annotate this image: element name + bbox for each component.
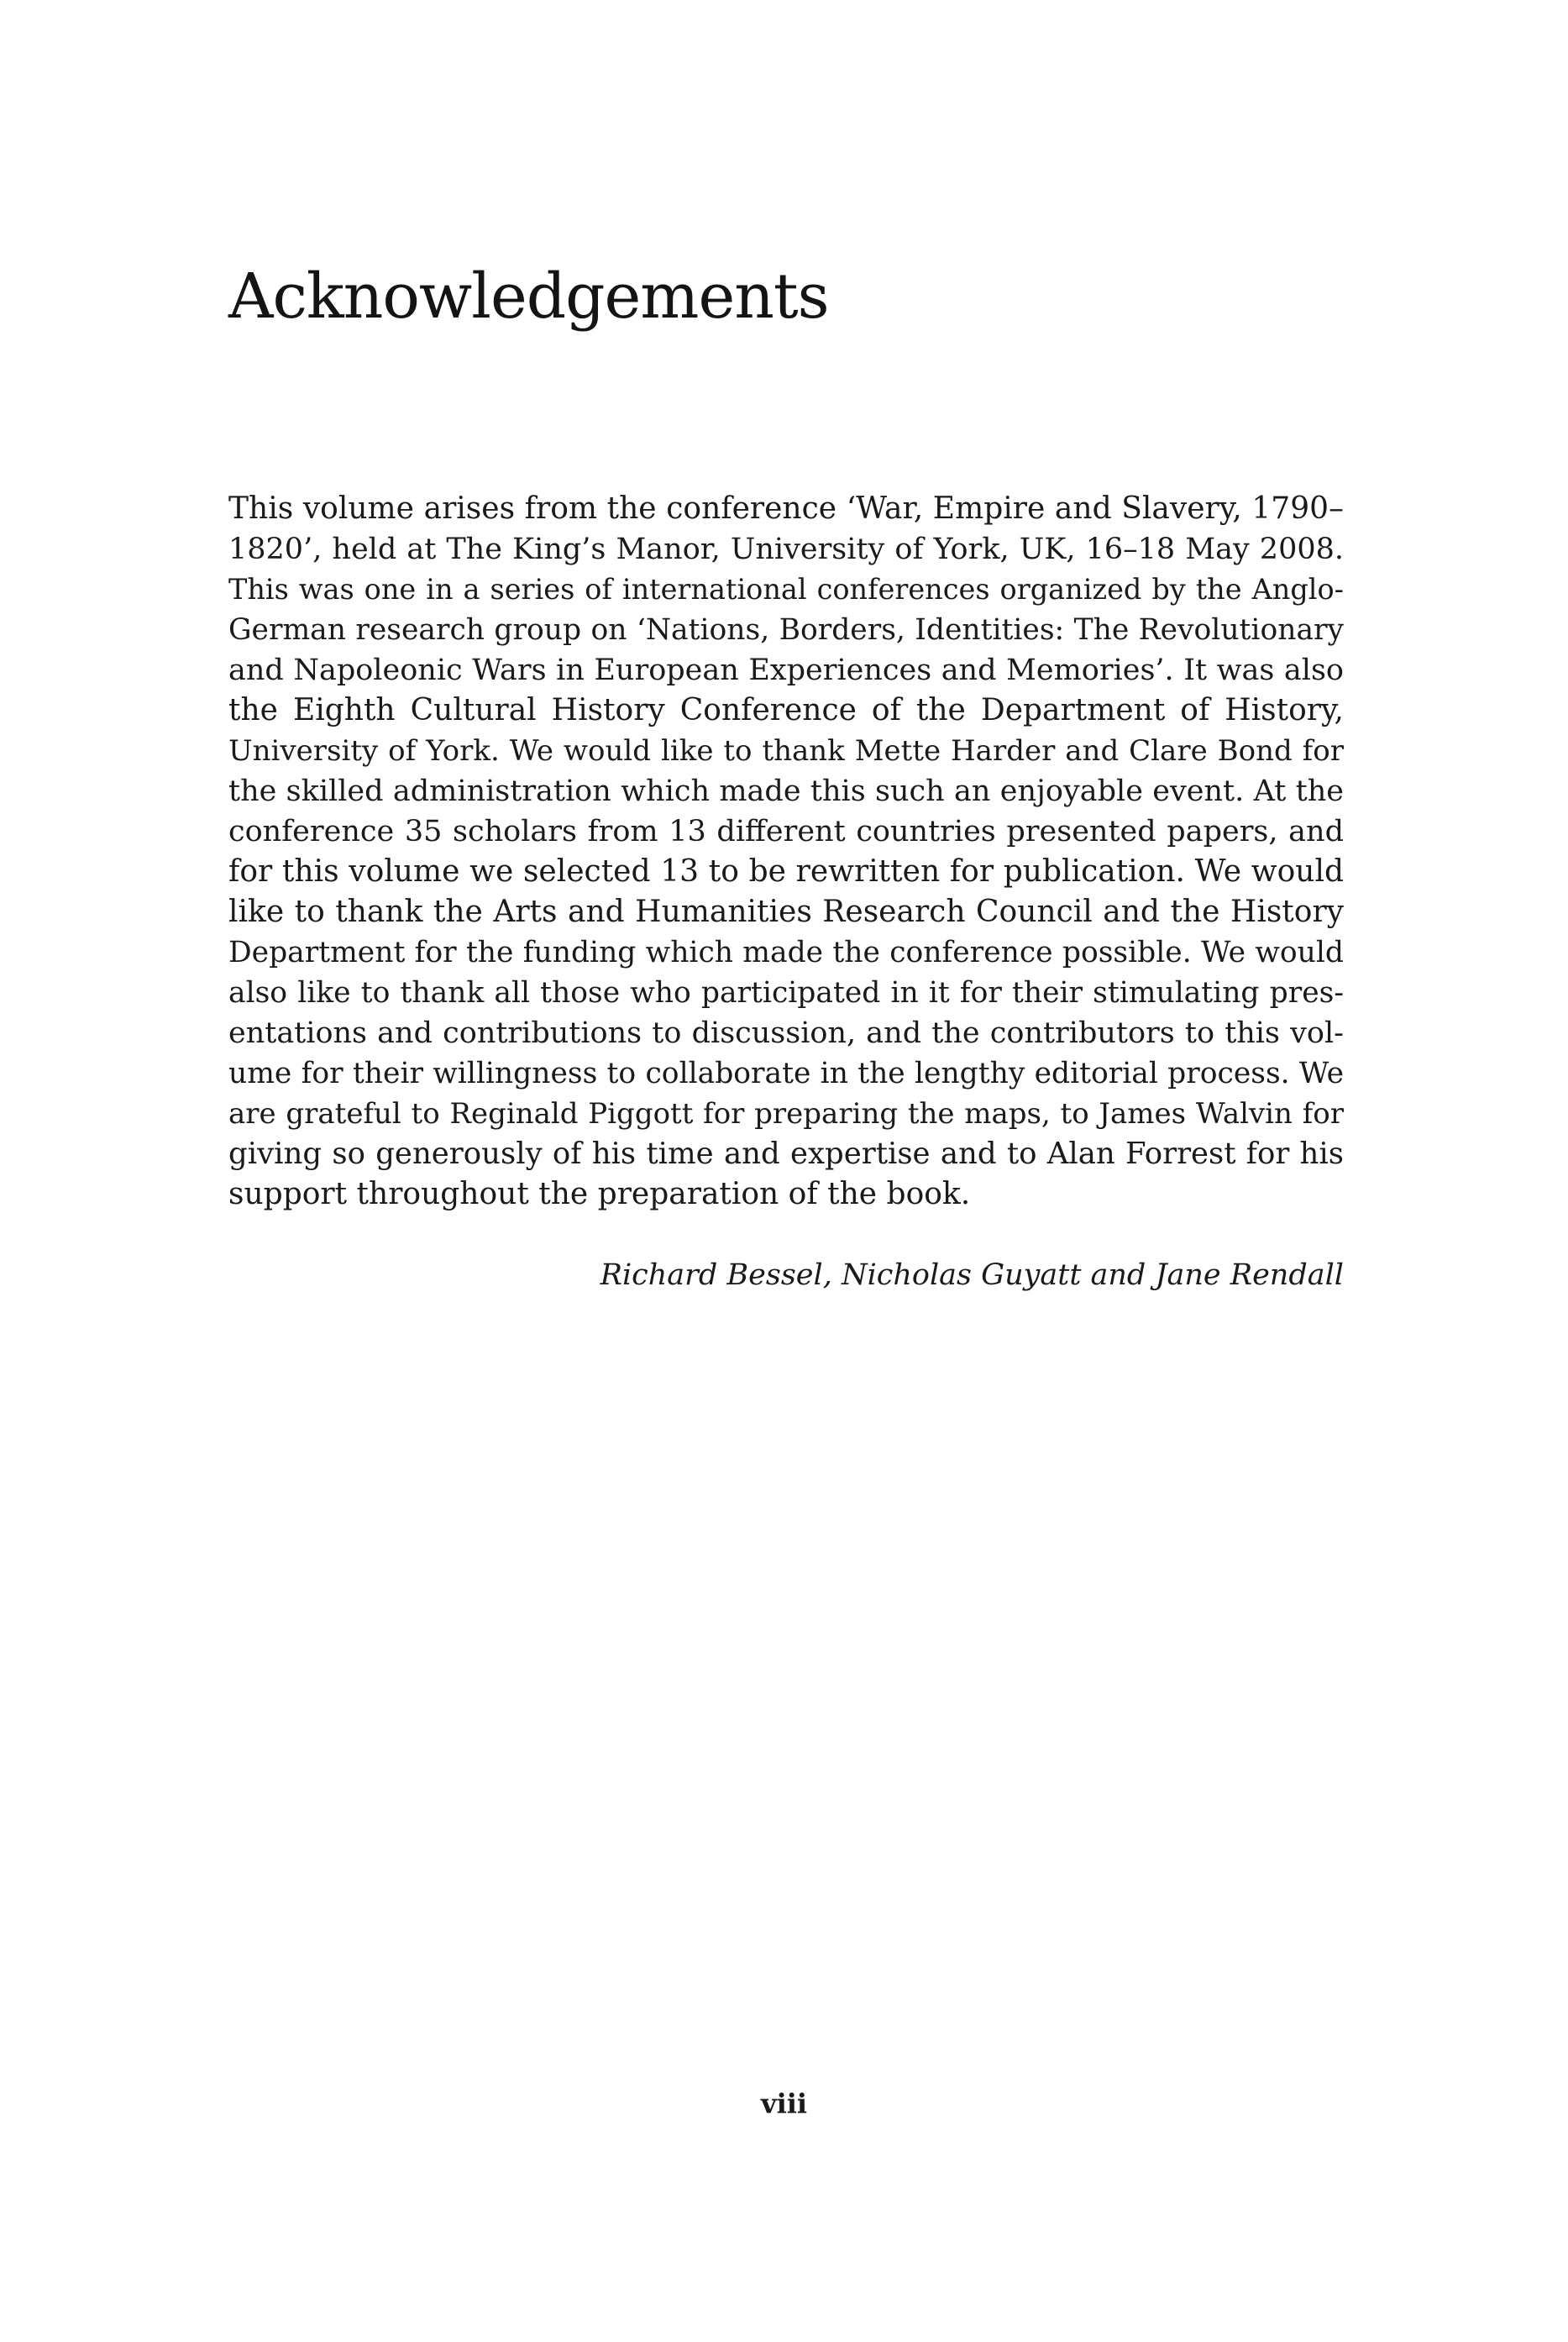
paragraph-line: also like to thank all those who participated in it for their stimulating pres- [228,976,1344,1010]
paragraph-line: German research group on ‘Nations, Borders, Identities: The Revolutionary [228,613,1344,647]
paragraph-line: the skilled administration which made this such an enjoyable event. At the [228,775,1344,808]
paragraph-line: This was one in a series of international conferences organized by the Anglo- [228,573,1344,606]
paragraph-line: support throughout the preparation of the book. [228,1177,971,1211]
paragraph-line: University of York. We would like to thank Mette Harder and Clare Bond for [228,734,1344,768]
page-title: Acknowledgements [228,260,829,333]
acknowledgements-paragraph [228,489,1344,1215]
paragraph-line: This volume arises from the conference ‘War, Empire and Slavery, 1790– [228,491,1344,526]
paragraph-line: Department for the funding which made the conference possible. We would [228,936,1344,969]
editors-signature: Richard Bessel, Nicholas Guyatt and Jane Rendall [600,1258,1344,1292]
paragraph-line: ume for their willingness to collaborate in the lengthy editorial process. We [228,1057,1344,1090]
paragraph-line: giving so generously of his time and expertise and to Alan Forrest for his [228,1137,1344,1171]
paragraph-line: like to thank the Arts and Humanities Research Council and the History [228,895,1344,929]
paragraph-line: and Napoleonic Wars in European Experiences and Memories’. It was also [228,654,1344,687]
paragraph-line: 1820’, held at The King’s Manor, University of York, UK, 16–18 May 2008. [228,533,1344,566]
paragraph-line: conference 35 scholars from 13 different countries presented papers, and [228,815,1344,848]
paragraph-line: are grateful to Reginald Piggott for preparing the maps, to James Walvin for [228,1097,1344,1131]
paragraph-line: entations and contributions to discussion, and the contributors to this vol- [228,1016,1344,1050]
paragraph-line: the Eighth Cultural History Conference of the Department of History, [228,693,1344,727]
page-number: viii [760,2087,808,2119]
paragraph-line: for this volume we selected 13 to be rewritten for publication. We would [228,854,1344,889]
